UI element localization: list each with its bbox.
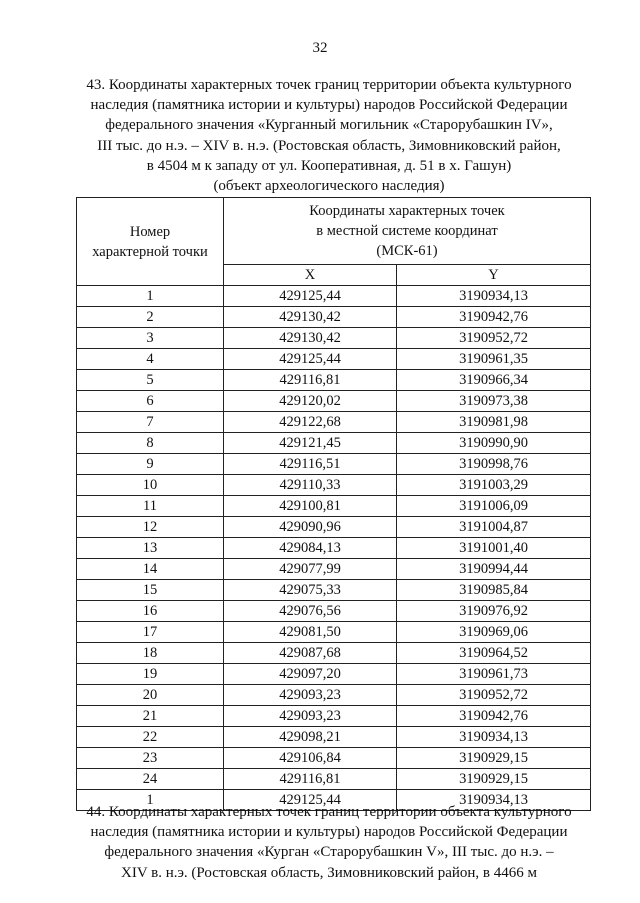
x-cell: 429097,20 — [224, 664, 397, 685]
point-number-cell: 17 — [77, 622, 224, 643]
point-number-cell: 15 — [77, 580, 224, 601]
table-row — [77, 559, 591, 580]
y-cell: 3190981,98 — [397, 412, 591, 433]
point-number-cell: 8 — [77, 433, 224, 454]
y-cell: 3190985,84 — [397, 580, 591, 601]
table-row — [77, 454, 591, 475]
x-cell: 429120,02 — [224, 391, 397, 412]
table-row — [77, 601, 591, 622]
x-cell: 429093,23 — [224, 706, 397, 727]
heading-line: федерального значения «Курганный могильник «Старорубашкин IV», — [105, 117, 553, 134]
table-row — [77, 328, 591, 349]
point-number-cell: 9 — [77, 454, 224, 475]
x-cell: 429122,68 — [224, 412, 397, 433]
table-row — [77, 370, 591, 391]
x-cell: 429084,13 — [224, 538, 397, 559]
y-cell: 3191004,87 — [397, 517, 591, 538]
y-cell: 3190952,72 — [397, 685, 591, 706]
heading-line: XIV в. н.э. (Ростовская область, Зимовниковский район, в 4466 м — [121, 864, 537, 881]
point-number-cell: 2 — [77, 307, 224, 328]
y-cell: 3190934,13 — [397, 727, 591, 748]
point-number-cell: 7 — [77, 412, 224, 433]
table-row — [77, 727, 591, 748]
y-cell: 3191003,29 — [397, 475, 591, 496]
y-cell: 3190998,76 — [397, 454, 591, 475]
x-cell: 429130,42 — [224, 307, 397, 328]
table-row — [77, 433, 591, 454]
header-y: Y — [397, 265, 591, 286]
point-number-cell: 1 — [77, 790, 224, 811]
table-row — [77, 391, 591, 412]
x-cell: 429110,33 — [224, 475, 397, 496]
y-cell: 3190952,72 — [397, 328, 591, 349]
x-cell: 429121,45 — [224, 433, 397, 454]
header-coords-line: в местной системе координат — [316, 223, 498, 239]
y-cell: 3190929,15 — [397, 748, 591, 769]
x-cell: 429106,84 — [224, 748, 397, 769]
point-number-cell: 10 — [77, 475, 224, 496]
y-cell: 3190994,44 — [397, 559, 591, 580]
section-44-heading — [64, 802, 594, 883]
heading-line: (объект археологического наследия) — [213, 178, 445, 195]
table-row — [77, 517, 591, 538]
table-row — [77, 643, 591, 664]
table-row — [77, 622, 591, 643]
heading-line: федерального значения «Курган «Старорубашкин V», III тыс. до н.э. – — [104, 844, 554, 861]
y-cell: 3191001,40 — [397, 538, 591, 559]
header-point-number — [77, 198, 224, 286]
point-number-cell: 23 — [77, 748, 224, 769]
section-43-heading — [64, 75, 594, 196]
coordinates-table — [76, 197, 591, 811]
table-row — [77, 307, 591, 328]
heading-line: наследия (памятника истории и культуры) народов Российской Федерации — [90, 824, 568, 841]
y-cell: 3190961,73 — [397, 664, 591, 685]
heading-line: III тыс. до н.э. – XIV в. н.э. (Ростовская область, Зимовниковский район, — [97, 137, 561, 154]
point-number-cell: 13 — [77, 538, 224, 559]
table-row — [77, 538, 591, 559]
point-number-cell: 5 — [77, 370, 224, 391]
x-cell: 429075,33 — [224, 580, 397, 601]
x-cell: 429116,81 — [224, 370, 397, 391]
x-cell: 429125,44 — [224, 349, 397, 370]
heading-line: наследия (памятника истории и культуры) народов Российской Федерации — [90, 97, 568, 114]
x-cell: 429125,44 — [224, 790, 397, 811]
table-row — [77, 286, 591, 307]
point-number-cell: 16 — [77, 601, 224, 622]
table-row — [77, 664, 591, 685]
header-num-line: Номер — [129, 223, 171, 240]
table-row — [77, 349, 591, 370]
header-num-line: характерной точки — [92, 243, 208, 260]
table-row — [77, 769, 591, 790]
header-x: X — [224, 265, 397, 286]
header-coordinates — [224, 198, 591, 265]
y-cell: 3190973,38 — [397, 391, 591, 412]
point-number-cell: 4 — [77, 349, 224, 370]
table-row — [77, 685, 591, 706]
y-cell: 3190966,34 — [397, 370, 591, 391]
point-number-cell: 24 — [77, 769, 224, 790]
point-number-cell: 1 — [77, 286, 224, 307]
y-cell: 3190990,90 — [397, 433, 591, 454]
point-number-cell: 20 — [77, 685, 224, 706]
point-number-cell: 18 — [77, 643, 224, 664]
point-number-cell: 3 — [77, 328, 224, 349]
table-row — [77, 412, 591, 433]
x-cell: 429125,44 — [224, 286, 397, 307]
y-cell: 3191006,09 — [397, 496, 591, 517]
x-cell: 429090,96 — [224, 517, 397, 538]
x-cell: 429116,51 — [224, 454, 397, 475]
heading-line: 43. Координаты характерных точек границ территории объекта культурного — [86, 77, 572, 93]
x-cell: 429130,42 — [224, 328, 397, 349]
point-number-cell: 22 — [77, 727, 224, 748]
x-cell: 429093,23 — [224, 685, 397, 706]
y-cell: 3190942,76 — [397, 307, 591, 328]
x-cell: 429116,81 — [224, 769, 397, 790]
y-cell: 3190934,13 — [397, 286, 591, 307]
point-number-cell: 19 — [77, 664, 224, 685]
point-number-cell: 6 — [77, 391, 224, 412]
y-cell: 3190969,06 — [397, 622, 591, 643]
header-coords-line: (МСК-61) — [376, 243, 438, 259]
point-number-cell: 21 — [77, 706, 224, 727]
table-row — [77, 496, 591, 517]
y-cell: 3190942,76 — [397, 706, 591, 727]
table-row — [77, 706, 591, 727]
y-cell: 3190976,92 — [397, 601, 591, 622]
x-cell: 429077,99 — [224, 559, 397, 580]
table-row — [77, 748, 591, 769]
y-cell: 3190964,52 — [397, 643, 591, 664]
table-row — [77, 475, 591, 496]
page-number: 32 — [312, 40, 328, 56]
header-coords-line: Координаты характерных точек — [309, 203, 505, 219]
point-number-cell: 14 — [77, 559, 224, 580]
x-cell: 429076,56 — [224, 601, 397, 622]
y-cell: 3190934,13 — [397, 790, 591, 811]
heading-line: в 4504 м к западу от ул. Кооперативная, д. 51 в х. Гашун) — [146, 157, 512, 174]
x-cell: 429098,21 — [224, 727, 397, 748]
x-cell: 429100,81 — [224, 496, 397, 517]
y-cell: 3190929,15 — [397, 769, 591, 790]
heading-line: 44. Координаты характерных точек границ территории объекта культурного — [86, 804, 572, 820]
point-number-cell: 11 — [77, 496, 224, 517]
x-cell: 429087,68 — [224, 643, 397, 664]
table-row — [77, 580, 591, 601]
point-number-cell: 12 — [77, 517, 224, 538]
y-cell: 3190961,35 — [397, 349, 591, 370]
x-cell: 429081,50 — [224, 622, 397, 643]
